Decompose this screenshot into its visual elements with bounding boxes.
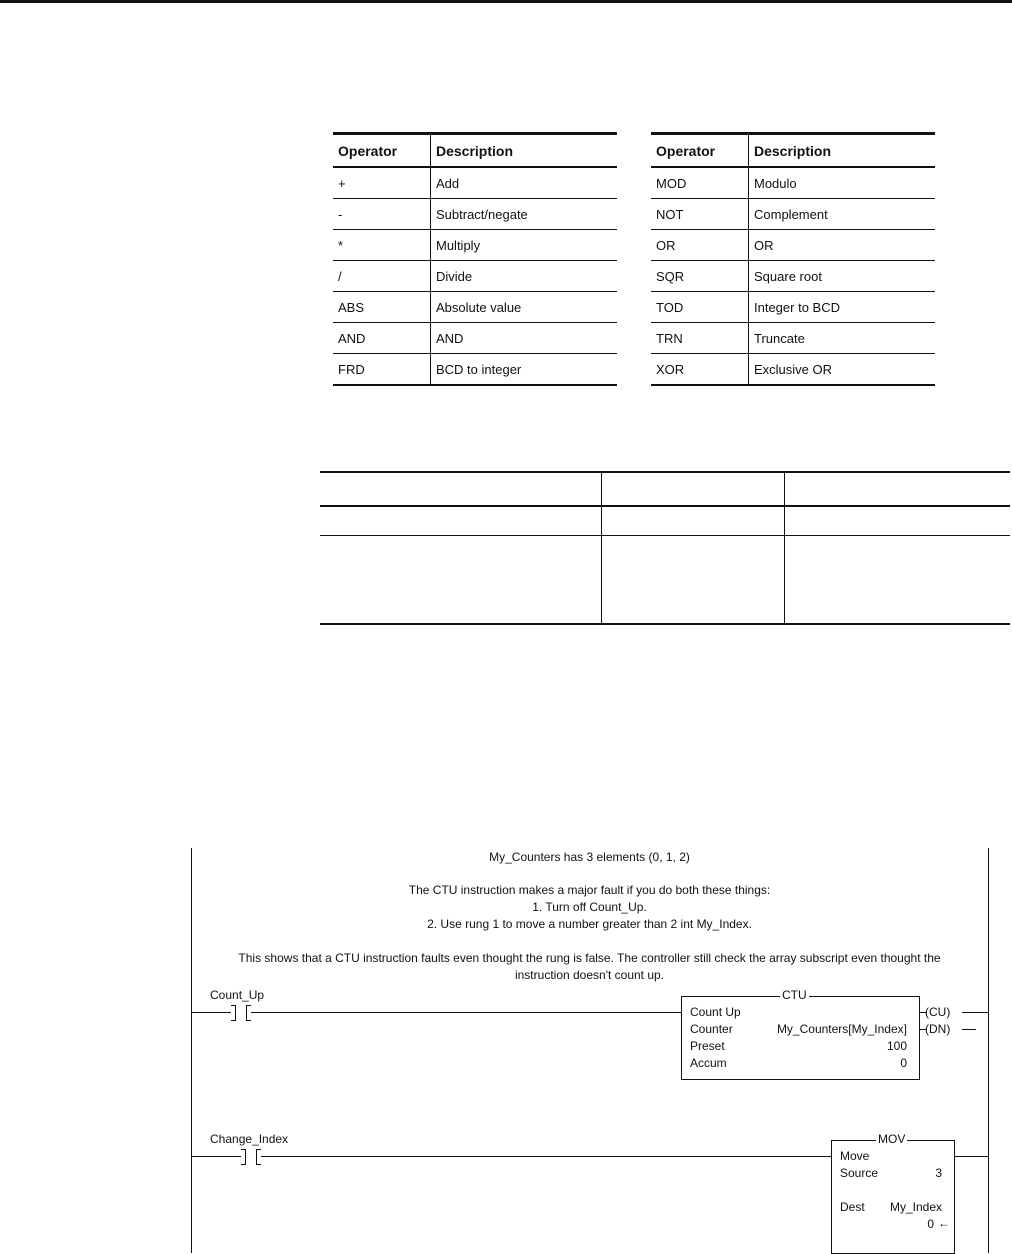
ctu-instruction-block[interactable] <box>681 988 920 1080</box>
description-cell: Integer to BCD <box>749 292 936 323</box>
description-cell: Truncate <box>749 323 936 354</box>
description-cell: Subtract/negate <box>431 199 618 230</box>
rung-comment-line: This shows that a CTU instruction faults even thought the rung is false. The controller still check the array subscript even thought the <box>238 951 941 965</box>
table-row <box>333 354 617 386</box>
description-cell: BCD to integer <box>431 354 618 386</box>
empty-table <box>320 471 1010 625</box>
table-row <box>333 199 617 230</box>
rung-comment-line: The CTU instruction makes a major fault if you do both these things: <box>408 883 771 897</box>
operator-cell: / <box>333 261 431 292</box>
page-top-rule <box>0 0 1012 3</box>
table-row <box>651 261 935 292</box>
table-header-row <box>651 134 935 168</box>
mov-instruction-block[interactable] <box>831 1132 955 1254</box>
description-cell: Absolute value <box>431 292 618 323</box>
mov-title: MOV <box>878 1132 906 1146</box>
description-cell: OR <box>749 230 936 261</box>
operator-cell: TOD <box>651 292 749 323</box>
operator-cell: + <box>333 167 431 199</box>
table-row <box>333 230 617 261</box>
rung-wire <box>191 1012 231 1013</box>
column-header-description: Description <box>749 134 936 168</box>
ctu-name: Count Up <box>690 1005 741 1019</box>
ctu-title: CTU <box>782 988 807 1002</box>
description-cell: Divide <box>431 261 618 292</box>
ctu-counter-label: Counter <box>690 1022 733 1036</box>
arrow-left-icon: ← <box>938 1216 950 1230</box>
table-row <box>333 261 617 292</box>
description-cell: Complement <box>749 199 936 230</box>
operator-cell: FRD <box>333 354 431 386</box>
operator-cell: XOR <box>651 354 749 386</box>
mov-name: Move <box>840 1149 870 1163</box>
rung-comment-line: instruction doesn't count up. <box>514 968 665 982</box>
operator-table-left <box>333 132 617 386</box>
description-cell: Multiply <box>431 230 618 261</box>
mov-dest-current: 0 <box>927 1217 934 1231</box>
table-row <box>333 292 617 323</box>
xic-contact-icon[interactable] <box>241 1149 261 1165</box>
table-column-divider <box>784 471 785 625</box>
dn-output[interactable]: (DN) <box>925 1022 951 1036</box>
table-rule <box>320 623 1010 625</box>
rung-wire <box>954 1156 988 1157</box>
description-cell: AND <box>431 323 618 354</box>
rung-wire <box>962 1029 976 1030</box>
xic-contact-icon[interactable] <box>231 1005 251 1021</box>
description-cell: Modulo <box>749 167 936 199</box>
rung-wire <box>962 1012 988 1013</box>
contact-tag-change-index[interactable]: Change_Index <box>210 1132 289 1146</box>
operator-cell: * <box>333 230 431 261</box>
table-row <box>333 167 617 199</box>
rung-wire <box>191 1156 241 1157</box>
operator-cell: AND <box>333 323 431 354</box>
table-row <box>651 292 935 323</box>
mov-dest-label: Dest <box>840 1200 865 1214</box>
rung-comment-line: 1. Turn off Count_Up. <box>532 900 647 914</box>
table-rule <box>320 535 1010 536</box>
column-header-operator: Operator <box>651 134 749 168</box>
ctu-accum-value[interactable]: 0 <box>900 1056 907 1070</box>
right-power-rail <box>988 848 989 1253</box>
table-row <box>651 199 935 230</box>
table-row <box>333 323 617 354</box>
table-row <box>651 323 935 354</box>
table-column-divider <box>601 471 602 625</box>
table-rule <box>320 505 1010 507</box>
mov-source-value[interactable]: 3 <box>935 1166 942 1180</box>
table-rule <box>320 471 1010 473</box>
table-row <box>651 230 935 261</box>
operator-cell: - <box>333 199 431 230</box>
ctu-accum-label: Accum <box>690 1056 727 1070</box>
table-row <box>651 354 935 386</box>
contact-tag-count-up[interactable]: Count_Up <box>210 988 265 1002</box>
operator-cell: NOT <box>651 199 749 230</box>
mov-dest-value[interactable]: My_Index <box>889 1200 942 1214</box>
rung-comment-line: My_Counters has 3 elements (0, 1, 2) <box>489 850 690 864</box>
operator-cell: MOD <box>651 167 749 199</box>
description-cell: Add <box>431 167 618 199</box>
table-row <box>651 167 935 199</box>
description-cell: Exclusive OR <box>749 354 936 386</box>
operator-cell: ABS <box>333 292 431 323</box>
operator-cell: SQR <box>651 261 749 292</box>
column-header-operator: Operator <box>333 134 431 168</box>
description-cell: Square root <box>749 261 936 292</box>
ctu-counter-value[interactable]: My_Counters[My_Index] <box>776 1022 907 1036</box>
operator-cell: OR <box>651 230 749 261</box>
rung-wire <box>261 1156 831 1157</box>
ladder-diagram <box>191 848 990 1253</box>
rung-wire <box>251 1012 681 1013</box>
mov-source-label: Source <box>840 1166 879 1180</box>
table-header-row <box>333 134 617 168</box>
column-header-description: Description <box>431 134 618 168</box>
ctu-preset-value[interactable]: 100 <box>886 1039 907 1053</box>
ctu-preset-label: Preset <box>690 1039 725 1053</box>
rung-comment-line: 2. Use rung 1 to move a number greater than 2 int My_Index. <box>427 917 752 931</box>
cu-output[interactable]: (CU) <box>925 1005 951 1019</box>
operator-table-right <box>651 132 935 386</box>
operator-cell: TRN <box>651 323 749 354</box>
